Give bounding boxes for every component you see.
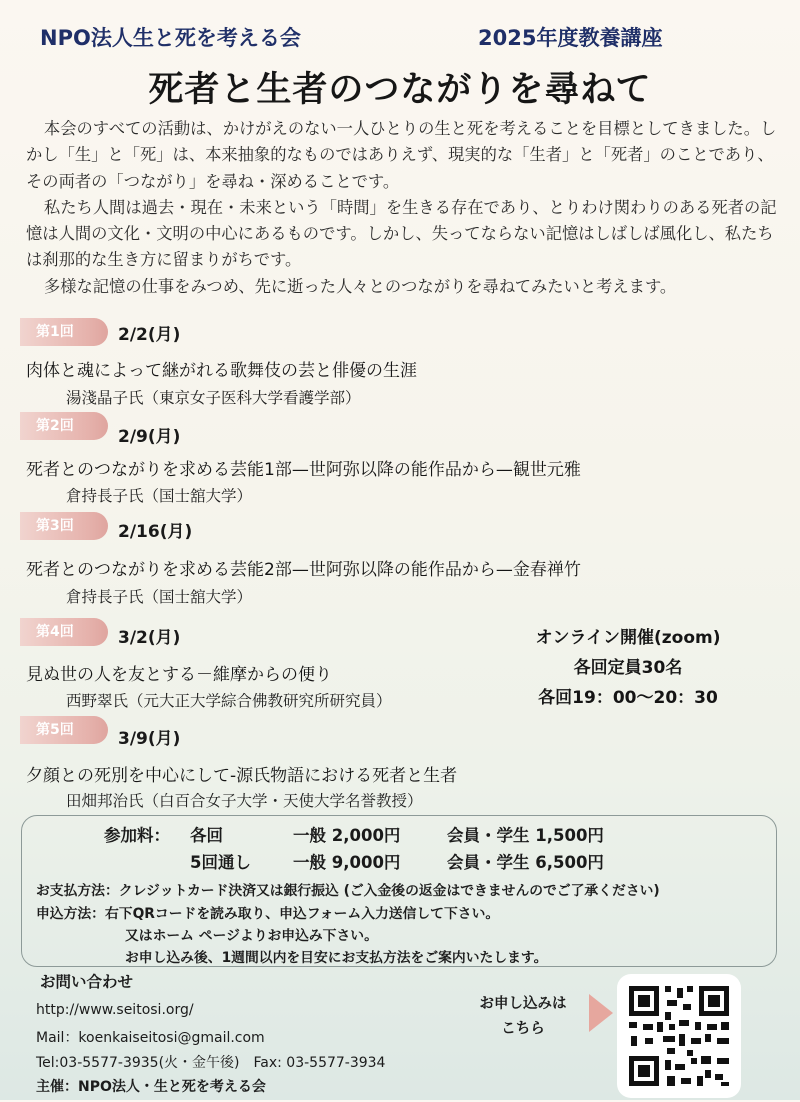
header-organization: NPO法人生と死を考える会 [40, 26, 301, 50]
intro-paragraph: 本会のすべての活動は、かけがえのない一人ひとりの生と死を考えることを目標としてきました。しかし「生」と「死」は、本来抽象的なものではありえず、現実的な「生者」と「死者」のことであり、その両者の「つながり」を尋ね・深めることです。 [26, 119, 777, 191]
lecture-title: 死者とのつながりを求める芸能1部—世阿弥以降の能作品から—観世元雅 [26, 460, 581, 480]
header-course-year: 2025年度教養講座 [478, 26, 663, 50]
qr-code[interactable] [617, 974, 741, 1098]
lecture-title: 肉体と魂によって継がれる歌舞伎の芸と俳優の生涯 [26, 361, 417, 381]
session-time: 各回19：00～20：30 [538, 688, 718, 708]
application-note: お申し込み後、1週間以内を目安にお支払方法をご案内いたします。 [125, 950, 548, 966]
phone-fax: Tel:03-5577-3935(火・金午後) Fax: 03-5577-3934 [36, 1055, 386, 1071]
fee-member: 会員・学生 6,500円 [447, 853, 604, 872]
session-date: 2/9(月) [118, 427, 181, 447]
application-method: 申込方法：右下QRコードを読み取り、申込フォーム入力送信して下さい。 [36, 906, 500, 922]
session-badge: 第4回 [20, 618, 108, 646]
payment-method: お支払方法：クレジットカード決済又は銀行振込 (ご入金後の返金はできませんのでご了承ください) [36, 883, 660, 899]
session-date: 3/2(月) [118, 628, 181, 648]
fee-general: 一般 2,000円 [293, 826, 401, 845]
online-info [505, 623, 751, 713]
fee-member: 会員・学生 1,500円 [447, 826, 604, 845]
session-badge: 第2回 [20, 412, 108, 440]
session-badge: 第3回 [20, 512, 108, 540]
lecture-title: 夕顔との死別を中心にして-源氏物語における死者と生者 [26, 766, 458, 786]
host-organization: 主催：NPO法人・生と死を考える会 [36, 1079, 266, 1095]
online-format: オンライン開催(zoom) [535, 628, 721, 648]
page-title: 死者と生者のつながりを尋ねて [148, 70, 652, 110]
lecturer-name: 田畑邦治氏（白百合女子大学・天使大学名誉教授） [66, 792, 423, 810]
application-alt: 又はホーム ページよりお申込み下さい。 [125, 928, 378, 944]
qr-code-icon [617, 974, 741, 1098]
session-date: 2/2(月) [118, 325, 181, 345]
website-link[interactable]: http://www.seitosi.org/ [36, 1002, 194, 1018]
apply-prompt-line: お申し込みは [479, 996, 567, 1012]
fee-general: 一般 9,000円 [293, 853, 401, 872]
session-date: 3/9(月) [118, 729, 181, 749]
intro-paragraph: 私たち人間は過去・現在・未来という「時間」を生きる存在であり、とりわけ関わりのある死者の記憶は人間の文化・文明の中心にあるものです。しかし、失ってならない記憶はしばしば風化し、私たちは刹那的な生き方に留まりがちです。 [26, 197, 777, 270]
capacity: 各回定員30名 [573, 658, 683, 678]
mail-address[interactable]: Mail：koenkaiseitosi@gmail.com [36, 1030, 265, 1046]
session-badge: 第5回 [20, 716, 108, 744]
intro-text [26, 116, 778, 300]
lecturer-name: 倉持長子氏（国士舘大学） [66, 487, 253, 505]
lecturer-name: 倉持長子氏（国士舘大学） [66, 588, 253, 606]
intro-paragraph: 多様な記憶の仕事をみつめ、先に逝った人々とのつながりを尋ねてみたいと考えます。 [43, 276, 677, 296]
apply-prompt [463, 992, 583, 1042]
fee-kind: 各回 [190, 826, 223, 845]
contact-heading: お問い合わせ [40, 973, 134, 991]
lecture-title: 死者とのつながりを求める芸能2部—世阿弥以降の能作品から—金春禅竹 [26, 560, 581, 580]
apply-prompt-line: こちら [501, 1021, 545, 1037]
session-date: 2/16(月) [118, 522, 193, 542]
lecture-title: 見ぬ世の人を友とする－維摩からの便り [26, 665, 332, 685]
arrow-right-icon [589, 994, 613, 1032]
session-badge: 第1回 [20, 318, 108, 346]
lecturer-name: 西野翠氏（元大正大学綜合佛教研究所研究員） [66, 692, 392, 710]
lecturer-name: 湯淺晶子氏（東京女子医科大学看護学部） [66, 389, 361, 407]
fee-kind: 5回通し [190, 853, 251, 872]
fee-label: 参加料： [104, 826, 170, 845]
